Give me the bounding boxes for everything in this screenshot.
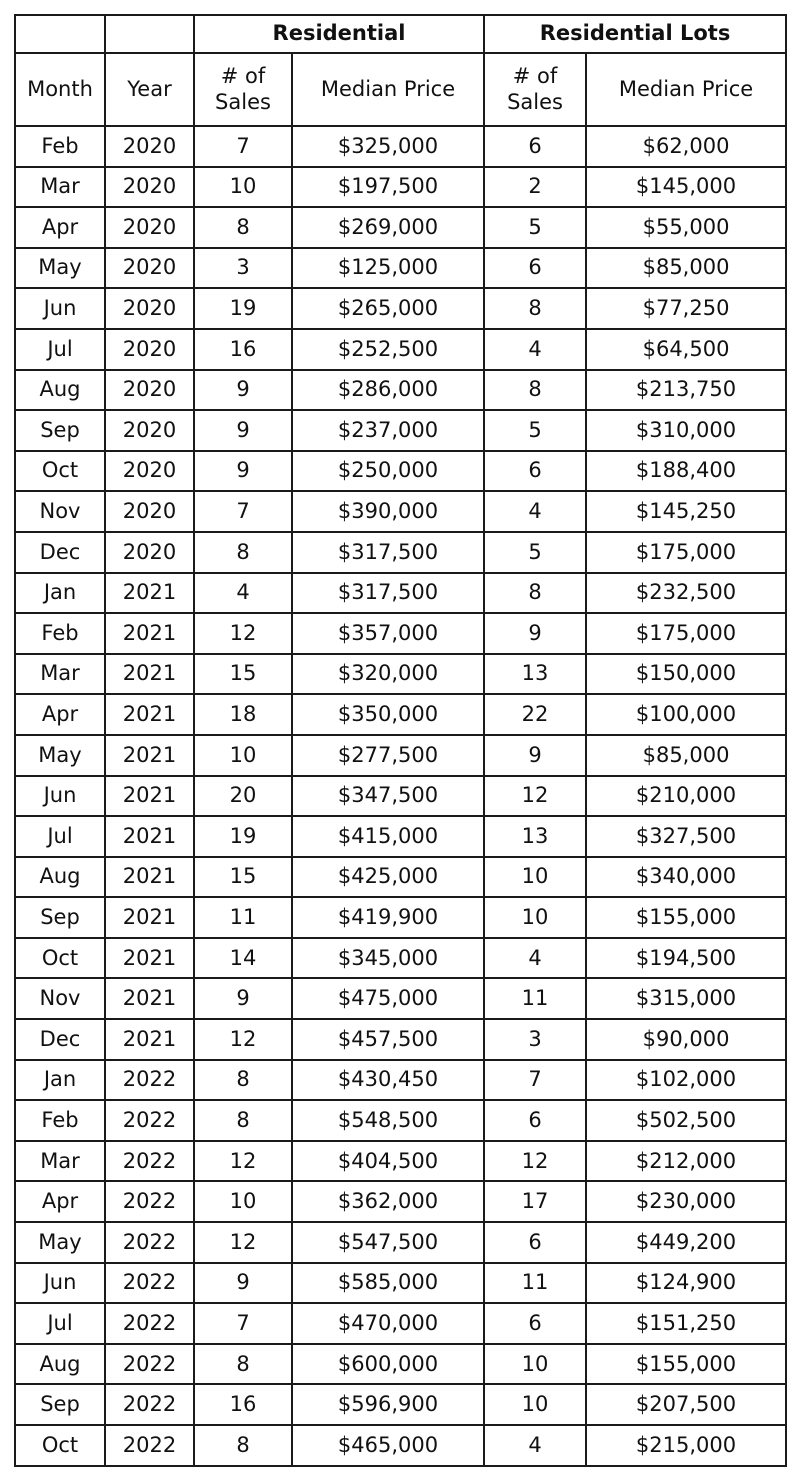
table-row (15, 370, 786, 411)
table-row (15, 207, 786, 248)
year-cell: 2020 (105, 207, 194, 248)
table-row (15, 1384, 786, 1425)
lots-sales-header-line1: # of (512, 64, 558, 89)
residential-median-price-cell: $475,000 (292, 978, 484, 1019)
lots-sales-cell: 9 (484, 613, 586, 654)
lots-median-price-cell: $90,000 (586, 1019, 786, 1060)
residential-median-price-cell: $470,000 (292, 1303, 484, 1344)
lots-sales-cell: 4 (484, 938, 586, 979)
lots-sales-cell: 10 (484, 1344, 586, 1385)
residential-sales-cell: 7 (194, 491, 292, 532)
lots-sales-cell: 13 (484, 816, 586, 857)
month-cell: May (15, 1222, 105, 1263)
table-row (15, 1181, 786, 1222)
residential-median-price-cell: $347,500 (292, 776, 484, 817)
month-cell: May (15, 248, 105, 289)
residential-median-price-cell: $252,500 (292, 329, 484, 370)
lots-median-price-cell: $85,000 (586, 248, 786, 289)
table-row (15, 451, 786, 492)
lots-sales-cell: 11 (484, 1263, 586, 1304)
residential-median-price-cell: $320,000 (292, 654, 484, 695)
month-cell: Jul (15, 1303, 105, 1344)
residential-sales-cell: 16 (194, 1384, 292, 1425)
residential-sales-cell: 15 (194, 857, 292, 898)
year-cell: 2022 (105, 1060, 194, 1101)
residential-median-price-cell: $415,000 (292, 816, 484, 857)
month-cell: Aug (15, 1344, 105, 1385)
lots-sales-column-header (484, 53, 586, 126)
table-row (15, 735, 786, 776)
residential-sales-cell: 8 (194, 1344, 292, 1385)
month-cell: Apr (15, 694, 105, 735)
residential-sales-cell: 3 (194, 248, 292, 289)
lots-sales-cell: 7 (484, 1060, 586, 1101)
table-row (15, 1222, 786, 1263)
lots-median-price-cell: $151,250 (586, 1303, 786, 1344)
residential-sales-cell: 9 (194, 451, 292, 492)
year-cell: 2022 (105, 1303, 194, 1344)
year-cell: 2022 (105, 1263, 194, 1304)
lots-sales-cell: 5 (484, 207, 586, 248)
lots-sales-cell: 4 (484, 1425, 586, 1466)
residential-sales-cell: 8 (194, 1425, 292, 1466)
lots-median-price-cell: $145,250 (586, 491, 786, 532)
table-header (15, 15, 786, 126)
residential-sales-cell: 12 (194, 1141, 292, 1182)
residential-median-price-cell: $197,500 (292, 167, 484, 208)
year-cell: 2020 (105, 126, 194, 167)
table-row (15, 816, 786, 857)
lots-median-price-cell: $327,500 (586, 816, 786, 857)
table-row (15, 329, 786, 370)
table-row (15, 938, 786, 979)
residential-median-price-cell: $457,500 (292, 1019, 484, 1060)
lots-median-price-cell: $315,000 (586, 978, 786, 1019)
table-row (15, 248, 786, 289)
residential-median-price-cell: $350,000 (292, 694, 484, 735)
lots-median-price-cell: $77,250 (586, 288, 786, 329)
residential-median-price-cell: $265,000 (292, 288, 484, 329)
residential-sales-column-header (194, 53, 292, 126)
residential-sales-cell: 12 (194, 613, 292, 654)
lots-sales-cell: 13 (484, 654, 586, 695)
year-cell: 2021 (105, 978, 194, 1019)
table-row (15, 491, 786, 532)
year-cell: 2022 (105, 1100, 194, 1141)
year-cell: 2022 (105, 1425, 194, 1466)
table-row (15, 1303, 786, 1344)
residential-median-price-cell: $585,000 (292, 1263, 484, 1304)
year-cell: 2021 (105, 857, 194, 898)
year-cell: 2021 (105, 938, 194, 979)
year-cell: 2020 (105, 451, 194, 492)
residential-sales-cell: 12 (194, 1222, 292, 1263)
lots-median-price-cell: $188,400 (586, 451, 786, 492)
lots-sales-cell: 6 (484, 248, 586, 289)
residential-median-price-cell: $250,000 (292, 451, 484, 492)
blank-month-group-cell (15, 15, 105, 53)
year-cell: 2021 (105, 897, 194, 938)
table-row (15, 613, 786, 654)
lots-median-price-cell: $502,500 (586, 1100, 786, 1141)
residential-sales-header-line2: Sales (215, 89, 271, 114)
residential-median-price-cell: $419,900 (292, 897, 484, 938)
residential-median-price-cell: $325,000 (292, 126, 484, 167)
residential-sales-cell: 8 (194, 1100, 292, 1141)
lots-median-price-cell: $100,000 (586, 694, 786, 735)
table-row (15, 167, 786, 208)
residential-median-price-cell: $286,000 (292, 370, 484, 411)
residential-median-price-cell: $317,500 (292, 532, 484, 573)
month-cell: Apr (15, 1181, 105, 1222)
residential-sales-cell: 12 (194, 1019, 292, 1060)
residential-median-price-cell: $548,500 (292, 1100, 484, 1141)
lots-sales-cell: 12 (484, 1141, 586, 1182)
residential-median-price-cell: $345,000 (292, 938, 484, 979)
lots-median-price-cell: $145,000 (586, 167, 786, 208)
residential-sales-cell: 11 (194, 897, 292, 938)
lots-median-price-cell: $175,000 (586, 532, 786, 573)
lots-median-price-cell: $55,000 (586, 207, 786, 248)
residential-sales-header-line1: # of (220, 64, 266, 89)
residential-sales-cell: 14 (194, 938, 292, 979)
table-row (15, 1263, 786, 1304)
month-cell: Aug (15, 370, 105, 411)
year-cell: 2021 (105, 654, 194, 695)
table-row (15, 1100, 786, 1141)
year-cell: 2021 (105, 694, 194, 735)
residential-median-price-cell: $404,500 (292, 1141, 484, 1182)
residential-median-price-cell: $430,450 (292, 1060, 484, 1101)
lots-median-price-cell: $64,500 (586, 329, 786, 370)
lots-sales-cell: 12 (484, 776, 586, 817)
year-cell: 2020 (105, 167, 194, 208)
month-cell: Jun (15, 776, 105, 817)
residential-median-price-cell: $596,900 (292, 1384, 484, 1425)
residential-median-price-cell: $425,000 (292, 857, 484, 898)
lots-sales-cell: 22 (484, 694, 586, 735)
month-cell: Oct (15, 1425, 105, 1466)
header-group-row (15, 15, 786, 53)
lots-median-price-cell: $124,900 (586, 1263, 786, 1304)
lots-median-price-cell: $62,000 (586, 126, 786, 167)
year-cell: 2022 (105, 1384, 194, 1425)
table-body (15, 126, 786, 1466)
month-cell: Oct (15, 938, 105, 979)
residential-sales-cell: 15 (194, 654, 292, 695)
year-cell: 2022 (105, 1344, 194, 1385)
year-cell: 2021 (105, 1019, 194, 1060)
residential-lots-group-header: Residential Lots (484, 15, 786, 53)
lots-sales-header-line2: Sales (507, 89, 563, 114)
year-column-header: Year (105, 53, 194, 126)
lots-median-price-cell: $212,000 (586, 1141, 786, 1182)
residential-sales-cell: 7 (194, 1303, 292, 1344)
lots-sales-cell: 17 (484, 1181, 586, 1222)
year-cell: 2021 (105, 816, 194, 857)
lots-sales-cell: 3 (484, 1019, 586, 1060)
lots-median-price-cell: $230,000 (586, 1181, 786, 1222)
lots-sales-cell: 10 (484, 1384, 586, 1425)
residential-sales-cell: 20 (194, 776, 292, 817)
header-column-row (15, 53, 786, 126)
lots-sales-cell: 11 (484, 978, 586, 1019)
year-cell: 2020 (105, 248, 194, 289)
residential-median-price-cell: $465,000 (292, 1425, 484, 1466)
residential-sales-cell: 19 (194, 288, 292, 329)
month-cell: Aug (15, 857, 105, 898)
lots-median-price-cell: $85,000 (586, 735, 786, 776)
lots-sales-cell: 8 (484, 370, 586, 411)
residential-sales-cell: 18 (194, 694, 292, 735)
lots-sales-cell: 8 (484, 288, 586, 329)
month-cell: Dec (15, 1019, 105, 1060)
residential-median-price-cell: $362,000 (292, 1181, 484, 1222)
residential-sales-cell: 8 (194, 532, 292, 573)
table-row (15, 978, 786, 1019)
table-row (15, 897, 786, 938)
lots-sales-cell: 10 (484, 897, 586, 938)
lots-sales-cell: 10 (484, 857, 586, 898)
residential-sales-cell: 7 (194, 126, 292, 167)
lots-sales-cell: 2 (484, 167, 586, 208)
month-cell: Feb (15, 613, 105, 654)
lots-median-price-cell: $102,000 (586, 1060, 786, 1101)
residential-sales-cell: 10 (194, 735, 292, 776)
year-cell: 2020 (105, 370, 194, 411)
residential-median-column-header: Median Price (292, 53, 484, 126)
month-cell: May (15, 735, 105, 776)
table-row (15, 410, 786, 451)
month-cell: Sep (15, 1384, 105, 1425)
table-row (15, 694, 786, 735)
table-row (15, 288, 786, 329)
lots-median-price-cell: $150,000 (586, 654, 786, 695)
table-row (15, 857, 786, 898)
residential-median-price-cell: $357,000 (292, 613, 484, 654)
month-cell: Jul (15, 329, 105, 370)
table-row (15, 1425, 786, 1466)
residential-median-price-cell: $277,500 (292, 735, 484, 776)
year-cell: 2021 (105, 735, 194, 776)
year-cell: 2022 (105, 1141, 194, 1182)
month-cell: Mar (15, 1141, 105, 1182)
residential-sales-cell: 9 (194, 1263, 292, 1304)
lots-sales-cell: 6 (484, 1303, 586, 1344)
year-cell: 2022 (105, 1181, 194, 1222)
month-cell: Feb (15, 126, 105, 167)
month-cell: Apr (15, 207, 105, 248)
table-row (15, 1060, 786, 1101)
table-row (15, 1141, 786, 1182)
year-cell: 2020 (105, 329, 194, 370)
lots-median-price-cell: $155,000 (586, 1344, 786, 1385)
year-cell: 2021 (105, 613, 194, 654)
table-row (15, 1019, 786, 1060)
table-row (15, 532, 786, 573)
month-column-header: Month (15, 53, 105, 126)
month-cell: Jan (15, 1060, 105, 1101)
month-cell: Mar (15, 654, 105, 695)
month-cell: Jun (15, 1263, 105, 1304)
lots-median-price-cell: $340,000 (586, 857, 786, 898)
lots-sales-cell: 6 (484, 451, 586, 492)
lots-median-price-cell: $310,000 (586, 410, 786, 451)
month-cell: Oct (15, 451, 105, 492)
year-cell: 2022 (105, 1222, 194, 1263)
table-row (15, 1344, 786, 1385)
lots-sales-cell: 8 (484, 573, 586, 614)
residential-median-price-cell: $269,000 (292, 207, 484, 248)
year-cell: 2020 (105, 288, 194, 329)
lots-sales-cell: 6 (484, 1100, 586, 1141)
lots-sales-cell: 4 (484, 491, 586, 532)
lots-median-price-cell: $175,000 (586, 613, 786, 654)
month-cell: Feb (15, 1100, 105, 1141)
lots-sales-cell: 5 (484, 532, 586, 573)
lots-median-price-cell: $213,750 (586, 370, 786, 411)
residential-median-price-cell: $237,000 (292, 410, 484, 451)
residential-sales-cell: 10 (194, 167, 292, 208)
month-cell: Mar (15, 167, 105, 208)
lots-sales-cell: 6 (484, 1222, 586, 1263)
lots-median-price-cell: $215,000 (586, 1425, 786, 1466)
residential-sales-cell: 10 (194, 1181, 292, 1222)
residential-sales-cell: 16 (194, 329, 292, 370)
lots-median-price-cell: $207,500 (586, 1384, 786, 1425)
month-cell: Nov (15, 491, 105, 532)
table-row (15, 126, 786, 167)
residential-sales-cell: 4 (194, 573, 292, 614)
blank-year-group-cell (105, 15, 194, 53)
residential-sales-cell: 19 (194, 816, 292, 857)
month-cell: Sep (15, 410, 105, 451)
lots-sales-cell: 9 (484, 735, 586, 776)
month-cell: Jan (15, 573, 105, 614)
lots-median-price-cell: $155,000 (586, 897, 786, 938)
residential-sales-cell: 8 (194, 207, 292, 248)
residential-median-price-cell: $600,000 (292, 1344, 484, 1385)
month-cell: Sep (15, 897, 105, 938)
month-cell: Nov (15, 978, 105, 1019)
residential-group-header: Residential (194, 15, 484, 53)
sales-table (14, 14, 787, 1467)
lots-median-price-cell: $449,200 (586, 1222, 786, 1263)
lots-median-price-cell: $194,500 (586, 938, 786, 979)
month-cell: Jun (15, 288, 105, 329)
table-row (15, 776, 786, 817)
residential-median-price-cell: $390,000 (292, 491, 484, 532)
residential-median-price-cell: $547,500 (292, 1222, 484, 1263)
table-row (15, 573, 786, 614)
year-cell: 2021 (105, 776, 194, 817)
residential-sales-cell: 9 (194, 370, 292, 411)
lots-median-price-cell: $232,500 (586, 573, 786, 614)
year-cell: 2020 (105, 491, 194, 532)
year-cell: 2020 (105, 410, 194, 451)
residential-sales-cell: 8 (194, 1060, 292, 1101)
year-cell: 2021 (105, 573, 194, 614)
month-cell: Dec (15, 532, 105, 573)
lots-sales-cell: 5 (484, 410, 586, 451)
lots-sales-cell: 6 (484, 126, 586, 167)
year-cell: 2020 (105, 532, 194, 573)
lots-median-price-cell: $210,000 (586, 776, 786, 817)
lots-sales-cell: 4 (484, 329, 586, 370)
residential-median-price-cell: $317,500 (292, 573, 484, 614)
residential-sales-cell: 9 (194, 410, 292, 451)
lots-median-column-header: Median Price (586, 53, 786, 126)
residential-sales-cell: 9 (194, 978, 292, 1019)
table-row (15, 654, 786, 695)
month-cell: Jul (15, 816, 105, 857)
residential-median-price-cell: $125,000 (292, 248, 484, 289)
